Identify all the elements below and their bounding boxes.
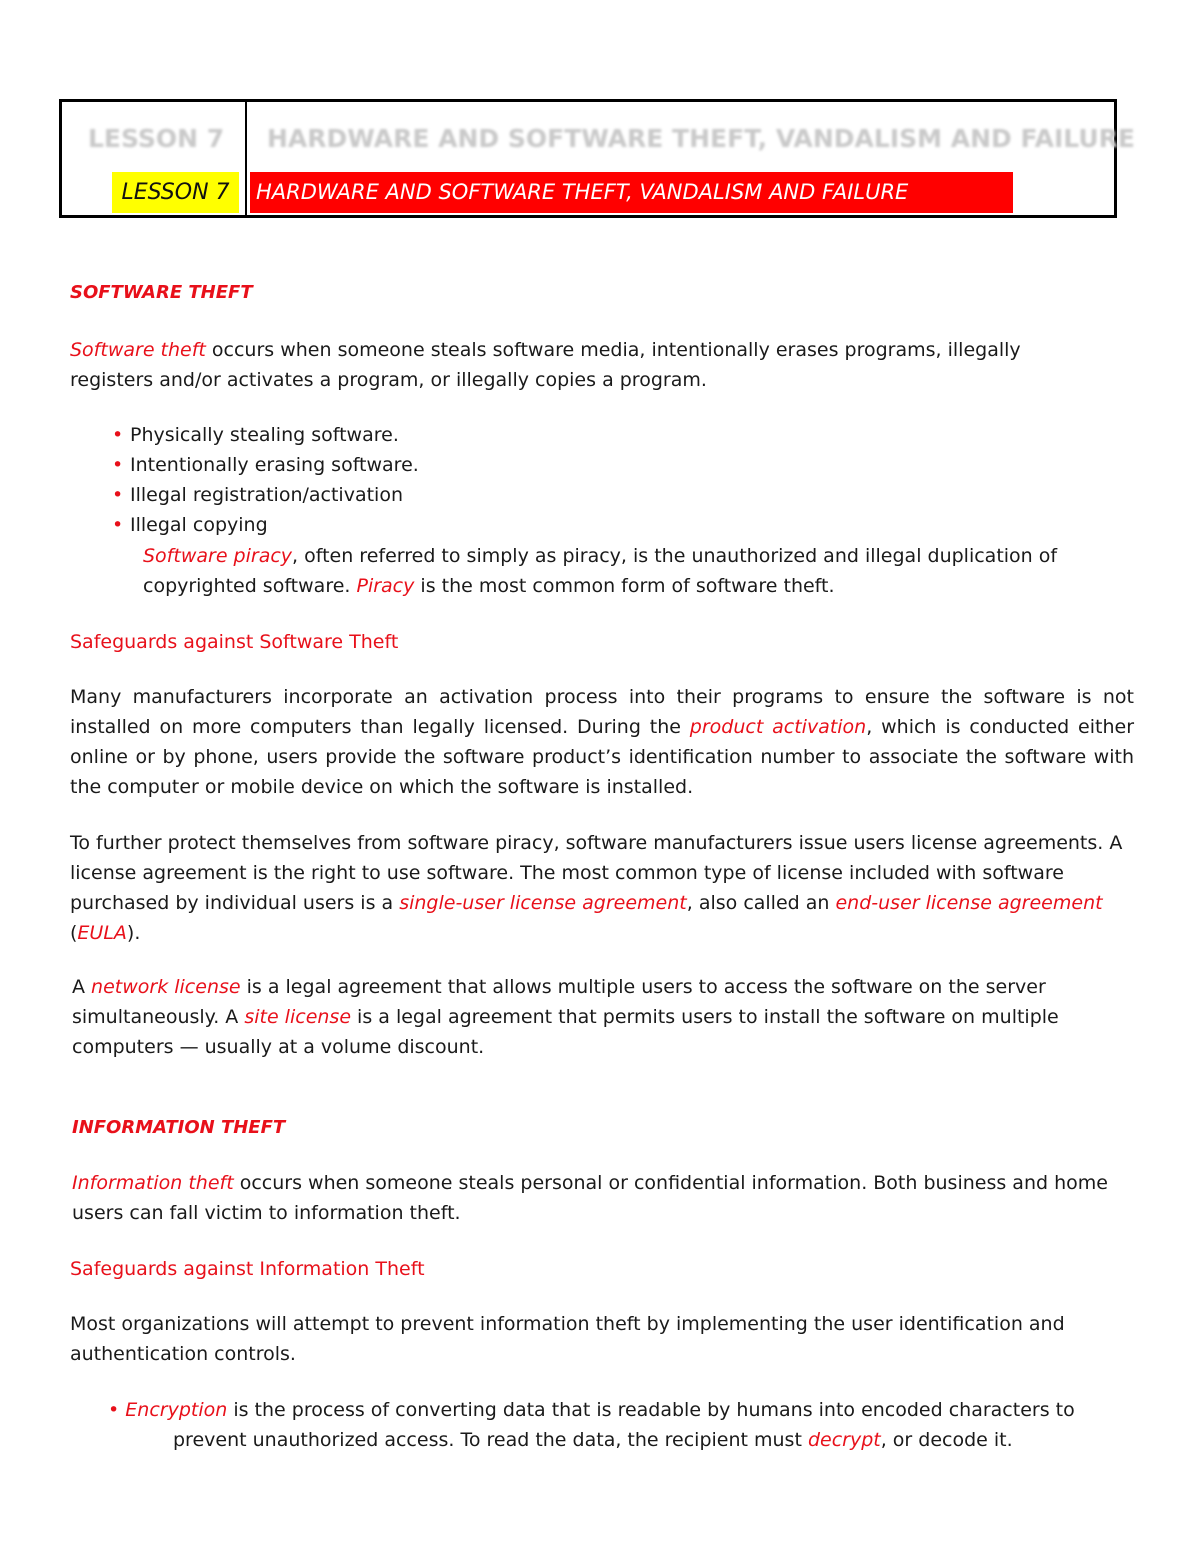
bullet-text: Intentionally erasing software. <box>130 454 419 476</box>
lesson-header-table <box>59 99 1135 218</box>
piracy-line-2 <box>143 571 1133 601</box>
bullet-text: Illegal copying <box>130 514 268 536</box>
encryption-line-2 <box>108 1425 1136 1455</box>
encryption-bullet <box>108 1395 1136 1455</box>
bullet-icon: • <box>112 484 124 506</box>
network-text-a: A <box>72 976 92 998</box>
software-theft-intro <box>70 335 1136 395</box>
list-item <box>112 420 1112 450</box>
license-text-c: ( <box>70 922 78 944</box>
piracy-text-2: copyrighted software. <box>143 575 357 597</box>
term-information-theft: Information theft <box>72 1172 234 1194</box>
piracy-text-3: is the most common form of software theft. <box>414 575 835 597</box>
term-site-license: site license <box>244 1006 352 1028</box>
term-eula: EULA <box>77 922 127 944</box>
identification-paragraph: Most organizations will attempt to prevent information theft by implementing the user identification and authentication controls. <box>70 1313 1065 1365</box>
term-piracy: Piracy <box>356 575 415 597</box>
encryption-text-b: prevent unauthorized access. To read the data, the recipient must <box>173 1429 808 1451</box>
network-license-paragraph <box>72 972 1112 1062</box>
encryption-line-1 <box>108 1395 1136 1425</box>
bullet-text: Physically stealing software. <box>130 424 399 446</box>
encryption-text-c: , or decode it. <box>880 1429 1013 1451</box>
license-text-b: , also called an <box>686 892 836 914</box>
activation-text-a: Many manufacturers incorporate an activation process into their programs to ensure the software is not installed on more computers than legally licensed. During the <box>70 686 1134 738</box>
license-paragraph <box>70 828 1132 948</box>
ghost-lesson-label: LESSON 7 <box>88 124 225 153</box>
information-theft-text: occurs when someone steals personal or confidential information. Both business and home users can fall victim to information theft. <box>72 1172 1108 1224</box>
lesson-label: LESSON 7 <box>112 172 239 213</box>
list-item <box>112 480 1112 510</box>
activation-text-b: , which is conducted either online or by phone, users provide the software product’s identification number to associate the software with the computer or mobile device on which the software is installed. <box>70 716 1135 798</box>
term-network-license: network license <box>91 976 241 998</box>
section-heading-safeguards-software: Safeguards against Software Theft <box>70 631 399 653</box>
network-text-b: is a legal agreement that allows multiple users to access the software on the server simultaneously. A <box>72 976 1046 1028</box>
term-single-user-license: single-user license agreement <box>399 892 687 914</box>
piracy-definition <box>143 541 1133 601</box>
term-decrypt: decrypt <box>807 1429 881 1451</box>
bullet-icon: • <box>112 454 124 476</box>
section-heading-safeguards-information: Safeguards against Information Theft <box>70 1258 425 1280</box>
term-encryption: Encryption <box>125 1399 228 1421</box>
term-software-theft: Software theft <box>70 339 206 361</box>
information-theft-paragraph <box>72 1168 1112 1228</box>
term-software-piracy: Software piracy <box>143 545 293 567</box>
bullet-icon: • <box>112 424 124 446</box>
network-text-c: is a legal agreement that permits users to install the software on multiple computers — usually at a volume discount. <box>72 1006 1059 1058</box>
activation-paragraph <box>70 682 1134 802</box>
encryption-text-a: is the process of converting data that is readable by humans into encoded characters to <box>227 1399 1075 1421</box>
bullet-text: Illegal registration/activation <box>130 484 403 506</box>
license-text-a: To further protect themselves from software piracy, software manufacturers issue users license agreements. A license agreement is the right to use software. The most common type of license included with software purchased by individual users is a <box>70 832 1123 914</box>
license-text-d: ). <box>126 922 141 944</box>
section-heading-software-theft: SOFTWARE THEFT <box>70 282 253 303</box>
intro-line-2: registers and/or activates a program, or illegally copies a program. <box>70 369 707 391</box>
piracy-line-1 <box>143 541 1133 571</box>
header-divider <box>245 102 247 215</box>
intro-line-1 <box>70 335 1136 365</box>
list-item <box>112 510 1112 540</box>
intro-text-1: occurs when someone steals software media, intentionally erases programs, illegally <box>205 339 1021 361</box>
ghost-lesson-title: HARDWARE AND SOFTWARE THEFT, VANDALISM AND FAILURE <box>267 124 1135 153</box>
term-eula-full: end-user license agreement <box>835 892 1103 914</box>
bullet-icon: • <box>112 514 124 536</box>
term-product-activation: product activation <box>689 716 867 738</box>
list-item <box>112 450 1112 480</box>
software-theft-bullets <box>112 420 1112 540</box>
piracy-text-1: , often referred to simply as piracy, is the unauthorized and illegal duplication of <box>292 545 1058 567</box>
section-heading-information-theft: INFORMATION THEFT <box>72 1117 286 1138</box>
bullet-icon: • <box>108 1399 120 1421</box>
lesson-title: HARDWARE AND SOFTWARE THEFT, VANDALISM AND FAILURE <box>250 172 1013 213</box>
